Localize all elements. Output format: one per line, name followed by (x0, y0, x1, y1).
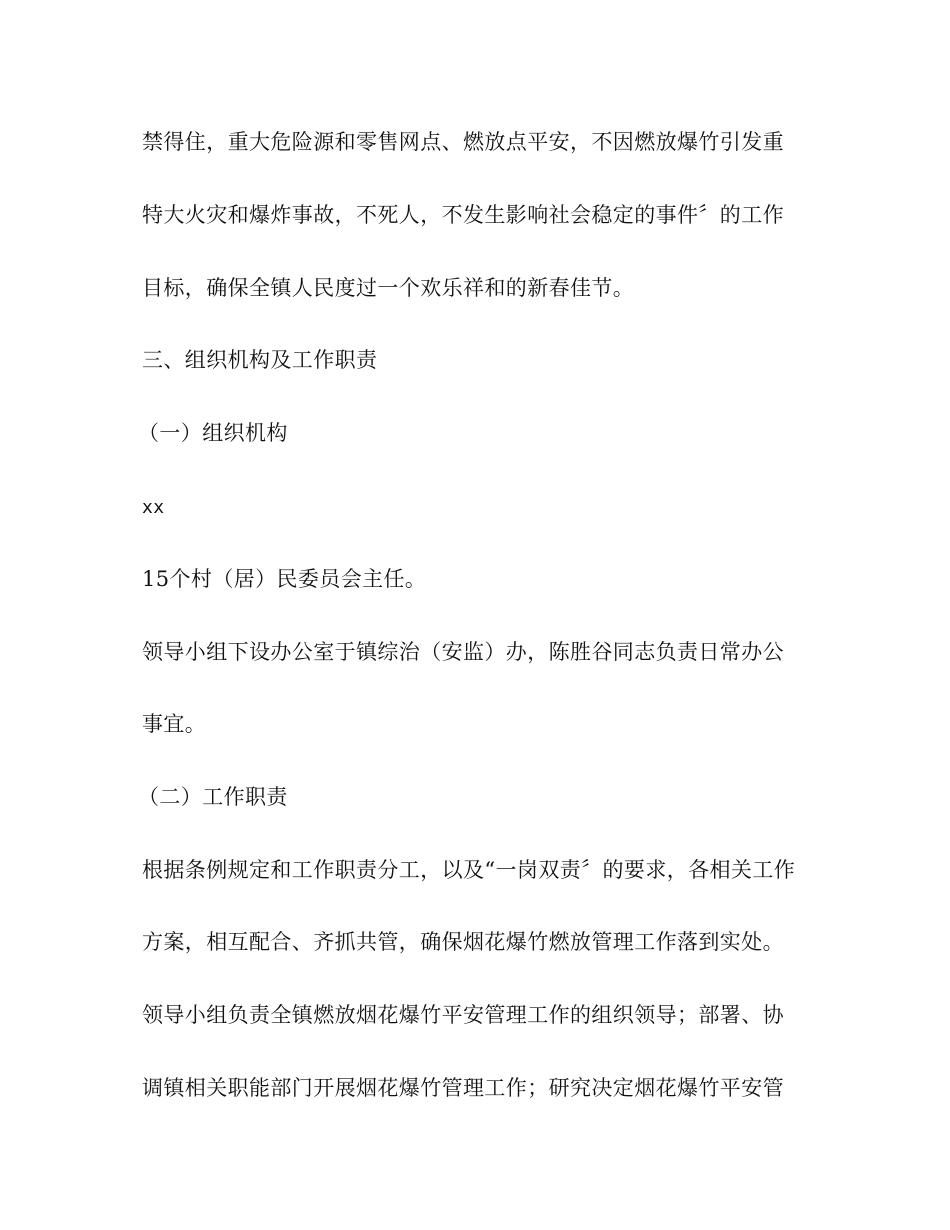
placeholder-text: xx (142, 497, 165, 518)
body-text-line: 目标，确保全镇人民度过一个欢乐祥和的新春佳节。 (142, 276, 635, 300)
body-text-line: 特大火灾和爆炸事故，不死人，不发生影响社会稳定的事件〞的工作 (142, 203, 784, 227)
section-heading: 三、组织机构及工作职责 (142, 348, 378, 372)
body-text-line: 根据条例规定和工作职责分工，以及“一岗双责〞的要求，各相关工作 (142, 858, 796, 882)
subsection-heading: （二）工作职责 (138, 785, 288, 809)
body-text-line: 禁得住，重大危险源和零售网点、燃放点平安，不因燃放爆竹引发重 (142, 130, 784, 154)
body-text-line: 15个村（居）民委员会主任。 (142, 567, 427, 591)
body-text-line: 领导小组下设办公室于镇综治（安监）办，陈胜谷同志负责日常办公 (142, 640, 784, 664)
body-text-line: 事宜。 (142, 712, 207, 736)
subsection-heading: （一）组织机构 (138, 421, 288, 445)
body-text-line: 方案，相互配合、齐抓共管，确保烟花爆竹燃放管理工作落到实处。 (142, 930, 784, 954)
body-text-line: 领导小组负责全镇燃放烟花爆竹平安管理工作的组织领导；部署、协 (142, 1003, 784, 1027)
body-text-line: 调镇相关职能部门开展烟花爆竹管理工作；研究决定烟花爆竹平安管 (142, 1076, 784, 1100)
